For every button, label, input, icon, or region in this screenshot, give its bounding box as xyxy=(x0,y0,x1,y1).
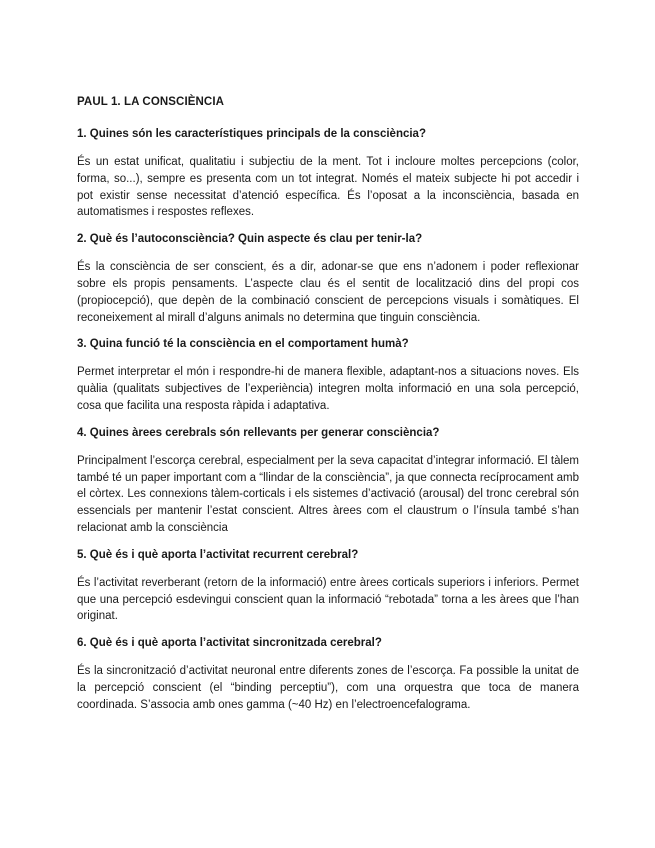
question-heading: 4. Quines àrees cerebrals són rellevants per generar consciència? xyxy=(77,426,440,439)
answer-paragraph: És la consciència de ser conscient, és a dir, adonar-se que ens n’adonem i poder reflexionar sobre els propis pensaments. L’aspecte clau és el sentit de localització dins del propi cos (propiocepció), que depèn de la combinació conscient de percepcions visuals i somàtiques. El reconeixement al mirall d’alguns animals no determina que tinguin consciència. xyxy=(77,261,579,324)
question-heading: 5. Què és i què aporta l’activitat recurrent cerebral? xyxy=(77,548,359,561)
section-4 xyxy=(77,426,579,537)
document-title: PAUL 1. LA CONSCIÈNCIA xyxy=(77,96,225,108)
question-heading: 1. Quines són les característiques principals de la consciència? xyxy=(77,128,426,140)
section-2 xyxy=(77,232,579,326)
answer-paragraph: És l’activitat reverberant (retorn de la informació) entre àrees corticals superiors i inferiors. Permet que una percepció esdevingui conscient quan la informació “rebotada” torna a les àrees que l’han originat. xyxy=(77,576,579,623)
question-heading: 3. Quina funció té la consciència en el comportament humà? xyxy=(77,338,409,351)
answer-paragraph: És un estat unificat, qualitatiu i subjectiu de la ment. Tot i incloure moltes percepcions (color, forma, so...), sempre es presenta com un tot integrat. Només el mateix subjecte hi pot accedir i pot existir sense necessitat d’atenció específica. És l’oposat a la inconsciència, basada en automatismes i respostes reflexes. xyxy=(77,156,579,219)
answer-paragraph: És la sincronització d’activitat neuronal entre diferents zones de l’escorça. Fa possible la unitat de la percepció conscient (el “binding perceptiu”), com una orquestra que toca de manera coordinada. S’associa amb ones gamma (~40 Hz) en l’electroencefalograma. xyxy=(77,665,579,711)
answer-paragraph: Permet interpretar el món i respondre-hi de manera flexible, adaptant-nos a situacions noves. Els quàlia (qualitats subjectives de l’experiència) integren molta informació en una sola percepció, cosa que facilita una resposta ràpida i adaptativa. xyxy=(77,366,579,412)
question-heading: 6. Què és i què aporta l’activitat sincronitzada cerebral? xyxy=(77,637,382,650)
section-1 xyxy=(77,127,579,221)
section-6 xyxy=(77,636,579,713)
section-3 xyxy=(77,337,579,414)
section-5 xyxy=(77,548,579,625)
answer-paragraph: Principalment l’escorça cerebral, especialment per la seva capacitat d’integrar informació. El tàlem també té un paper important com a “llindar de la consciència”, ja que connecta recíprocament amb el còrtex. Les connexions tàlem-corticals i els sistemes d’activació (arousal) del tronc cerebral són essencials per mantenir l’estat conscient. Altres àrees com el claustrum o l’ínsula també s’han relacionat amb la consciència xyxy=(77,454,579,534)
document-page xyxy=(77,95,579,725)
question-heading: 2. Què és l’autoconsciència? Quin aspecte és clau per tenir-la? xyxy=(77,233,423,246)
